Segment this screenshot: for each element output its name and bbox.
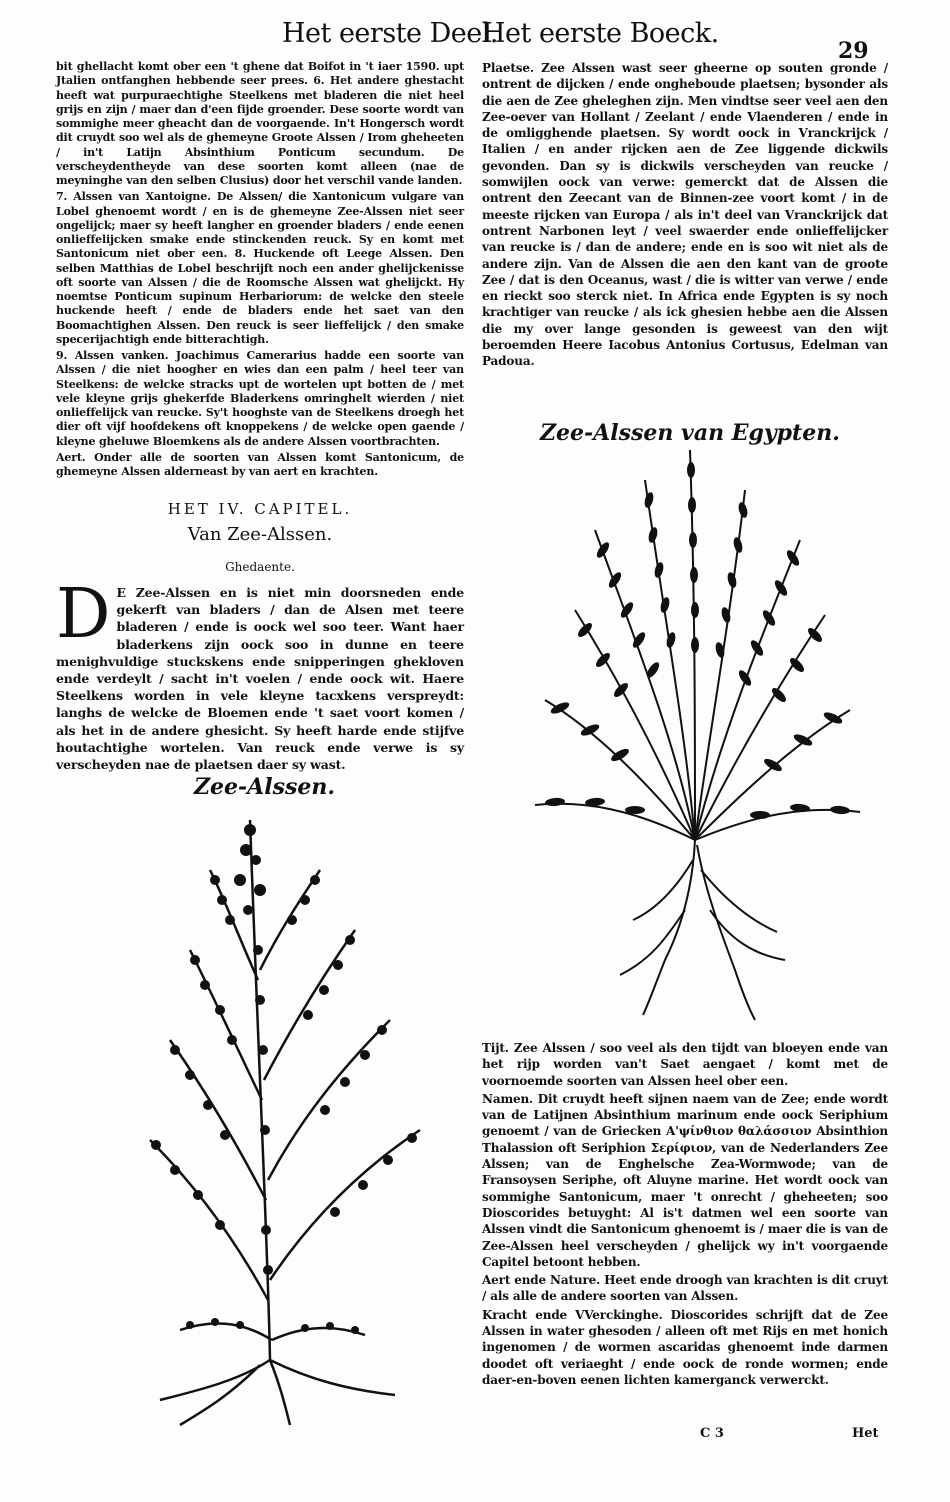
drop-cap: D [56, 575, 111, 654]
paragraph: 7. Alssen van Xantoigne. De Alssen/ die Xantonicum vulgare van Lobel ghenoemt wordt / en is de ghemeyne Zee-Alssen niet seer ongelijck; maer sy heeft langher en groender bladers / ende eenen onlieffelijcken smake ende stinckenden reuck. Sy en komt met Santonicum niet ober een. 8. Huckende oft Leege Alssen. Den selben Matthias de Lobel beschrijft noch een ander ghelijckenisse oft soorte van Alssen / die de Roomsche Alssen wat ghelijckt. Hy noemtse Ponticum supinum Herbariorum: de welcke den steele huckende heeft / ende de bladers ende het saet van den Boomachtighen Alssen. Den reuck is seer lieffelijck / den smake specerijachtigh ende bitterachtigh. [56, 190, 464, 346]
catchword: Het [852, 1426, 879, 1441]
running-head-right: Het eerste Boeck. [482, 18, 719, 49]
chapter-title: Van Zee-Alssen. [187, 524, 333, 545]
paragraph: Tijt. Zee Alssen / soo veel als den tijdt van bloeyen ende van het rijp worden van't Saet aengaet / komt met de voornoemde soorten van Alssen heel ober een. [482, 1041, 888, 1088]
chapter-number: HET IV. CAPITEL. [167, 500, 353, 518]
right-column-top-text [482, 60, 888, 370]
sea-wormwood-egypt-illustration [515, 440, 875, 1030]
sea-wormwood-illustration [120, 800, 450, 1435]
left-column-text [56, 60, 464, 481]
chapter-body [56, 575, 464, 773]
paragraph: E Zee-Alssen en is niet min doorsneden ende gekerft van bladers / dan de Alsen met teere bladeren / ende is oock wel soo teer. Want haer bladerkens zijn oock soo in dunne en teere menighvuldige stuckskens ende snipperingen ghekloven ende verdeylt / sacht in't voelen / ende oock wit. Haere Steelkens worden in vele kleyne tacxkens verspreydt: langhs de welcke de Bloemen ende 't saet voort komen / als het in de andere ghesicht. Sy heeft harde ende stijfve houtachtighe wortelen. Van reuck ende verwe is sy verscheyden nae de plaetsen daer sy wast. [56, 585, 464, 773]
page-number: 29 [838, 38, 869, 64]
paragraph: 9. Alssen vanken. Joachimus Camerarius hadde een soorte van Alssen / die niet hoogher en wies dan een palm / heel teer van Steelkens: de welcke stracks upt de wortelen upt botten de / met vele kleyne grijs ghekerfde Bladerkens omringhelt wierden / niet onlieffelijck van reucke. Sy't hooghste van de Steelkens droegh het dier oft vijf hoofdekens oft knoppekens / de welcke open gaende / kleyne gheluwe Bloemkens als de andere Alssen voortbrachten. [56, 349, 464, 448]
paragraph: Aert ende Nature. Heet ende droogh van krachten is dit cruyt / als alle de andere soorten van Alssen. [482, 1273, 888, 1304]
paragraph: Aert. Onder alle de soorten van Alssen komt Santonicum, de ghemeyne Alssen alderneast by van aert en krachten. [56, 450, 464, 478]
paragraph: Plaetse. Zee Alssen wast seer gheerne op souten gronde / ontrent de dijcken / ende ongheboude plaetsen; bysonder als die aen de Zee gheleghen zijn. Men vindtse seer veel aen den Zee-oever van Hollant / Zeelant / ende Vlaenderen / ende in de omligghende plaetsen. Sy wordt oock in Vranckrijck / Italien / en ander rijcken aen de Zee liggende dickwils gevonden. Dan sy is dickwils verscheyden van reucke / somwijlen oock van verwe: gemerckt dat de Alssen die ontrent den Zeecant van de Binnen-zee voort komt / in de meeste rijcken van Europa / als in't deel van Vranckrijck dat ontrent Narbonen leyt / veel swaerder ende onlieffelijcker van reucke is / dan de andere; ende en is soo wit niet als de andere zijn. Van de Alssen die aen den kant van de groote Zee / dat is den Oceanus, wast / die is witter van verwe / ende en rieckt soo sterck niet. In Africa ende Egypten is sy noch krachtiger van reucke / als ick ghesien hebbe aen die Alssen die my over lange gesonden is geweest van den wijt beroemden Heere Iacobus Antonius Cortusus, Edelman van Padoua. [482, 61, 888, 369]
signature-mark: C 3 [700, 1426, 724, 1441]
running-head-left: Het eerste Deel. [282, 18, 498, 49]
paragraph: Kracht ende VVerckinghe. Dioscorides schrijft dat de Zee Alssen in water ghesoden / alleen oft met Rijs en met honich ingenomen / de wormen ascaridas ghenoemt inde darmen doodet oft veriaeght / ende oock de ronde wormen; ende daer-en-boven eenen lichten kamerganck verwerckt. [482, 1307, 888, 1387]
section-heading: Ghedaente. [225, 560, 295, 574]
caption-right-plant: Zee-Alssen van Egypten. [540, 420, 840, 446]
right-column-bottom-text [482, 1040, 888, 1390]
caption-left-plant: Zee-Alssen. [194, 774, 336, 800]
paragraph: bit ghellacht komt ober een 't ghene dat Boifot in 't iaer 1590. upt Jtalien ontfanghen hebbende seer prees. 6. Het andere ghestacht heeft wat purpuraechtighe Steelkens met bladeren die niet heel grijs en zijn / maer dan d'een fijde groender. Dese soorte wordt van sommighe meer gheacht dan de voorgaende. In't Hongersch wordt dit cruydt soo wel als de ghemeyne Groote Alssen / Irom gheheeten / in't Latijn Absinthium Ponticum secundum. De verscheydentheyde van dese soorten komt alleen (nae de meyninghe van den selben Clusius) door het verschil vande landen. [56, 60, 464, 187]
paragraph: Namen. Dit cruydt heeft sijnen naem van de Zee; ende wordt van de Latijnen Absinthium marinum ende oock Seriphium genoemt / van de Griecken A'ψίνθιον θαλάσσιον Absinthion Thalassion oft Seriphion Σερίφιον, van de Nederlanders Zee Alssen; van de Enghelsche Zea-Wormwode; van de Fransoysen Seriphe, oft Aluyne marine. Het wordt oock van sommighe Santonicum, maer 't onrecht / gheheeten; soo Dioscorides betuyght: Al is't datmen wel een soorte van Alssen vindt die Santonicum ghenoemt is / maer die is van de Zee-Alssen heel verscheyden / ghelijck wy in't voorgaende Capitel betoont hebben. [482, 1091, 888, 1269]
